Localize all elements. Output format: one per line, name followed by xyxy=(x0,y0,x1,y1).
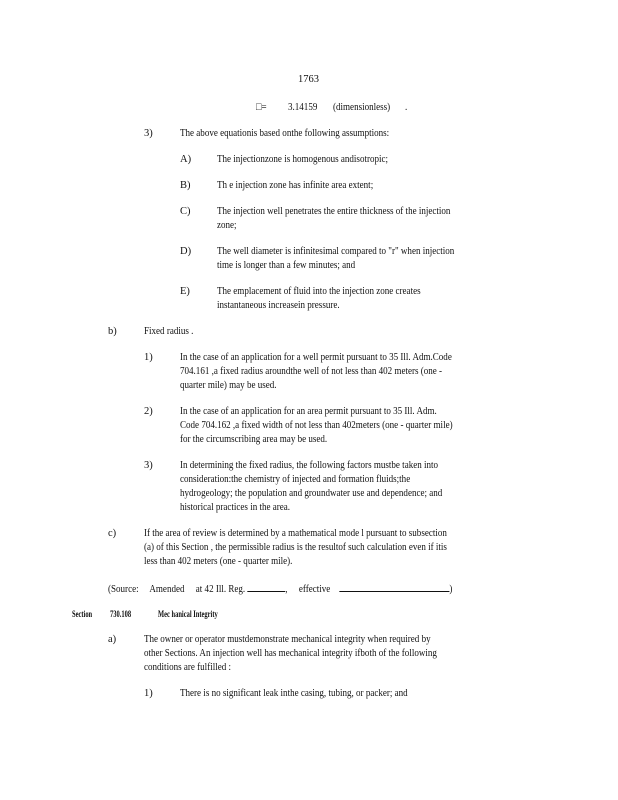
list-marker: 2) xyxy=(144,406,153,417)
section-title: Mec hanical Integrity xyxy=(158,609,218,619)
assumption-text: time is longer than a few minutes; and xyxy=(217,260,356,271)
pi-period: . xyxy=(405,102,408,113)
page-number: 1763 xyxy=(298,74,319,85)
paragraph-line: consideration:the chemistry of injected and formation fluids;the xyxy=(180,474,411,485)
list-marker: 1) xyxy=(144,352,153,363)
assumption-text: The well diameter is infinitesimal compared to "r" when injection xyxy=(217,246,455,257)
paragraph-line: In the case of an application for an area permit pursuant to 35 Ill. Adm. xyxy=(180,406,437,417)
pi-symbol: □= xyxy=(256,102,267,113)
list-marker: a) xyxy=(108,634,117,645)
list-marker: D) xyxy=(180,246,192,257)
source-comma: , xyxy=(285,584,288,595)
list-marker: c) xyxy=(108,528,117,539)
assumption-text: instantaneous increasein pressure. xyxy=(217,300,340,311)
list-marker: 1) xyxy=(144,688,153,699)
source-effective: effective xyxy=(298,584,331,595)
section-number: 730.108 xyxy=(110,609,132,619)
paragraph-line: 704.161 ,a fixed radius aroundthe well of not less than 402 meters (one - xyxy=(180,366,443,377)
paragraph-line: Code 704.162 ,a fixed width of not less than 402meters (one - quarter mile) xyxy=(180,420,453,431)
effective-date-blank xyxy=(339,581,449,592)
assumption-text: The injectionzone is homogenous andisotropic; xyxy=(217,154,389,165)
paragraph-line: conditions are fulfilled : xyxy=(144,662,232,673)
fixed-radius-heading: Fixed radius . xyxy=(144,326,194,337)
list-marker: 3) xyxy=(144,460,153,471)
paragraph-line: There is no significant leak inthe casing, tubing, or packer; and xyxy=(180,688,408,699)
paragraph-line: for the circumscribing area may be used. xyxy=(180,434,328,445)
section-label: Section xyxy=(72,609,93,619)
pi-unit: (dimensionless) xyxy=(333,102,391,113)
source-open: (Source: xyxy=(108,584,139,595)
paragraph-line: If the area of review is determined by a mathematical mode l pursuant to subsection xyxy=(144,528,447,539)
paragraph-line: (a) of this Section , the permissible radius is the resultof such calculation even if itis xyxy=(144,542,447,553)
source-register: at 42 Ill. Reg. xyxy=(195,584,246,595)
list-marker: C) xyxy=(180,206,191,217)
source-amended: Amended xyxy=(149,584,185,595)
list-marker: A) xyxy=(180,154,192,165)
register-page-blank xyxy=(247,581,285,592)
source-close: ) xyxy=(449,584,453,595)
paragraph-line: The owner or operator mustdemonstrate mechanical integrity when required by xyxy=(144,634,431,645)
list-marker: b) xyxy=(108,326,117,337)
list-marker: E) xyxy=(180,286,190,297)
source-note xyxy=(108,581,452,597)
assumption-text: The emplacement of fluid into the injection zone creates xyxy=(217,286,421,297)
paragraph-line: quarter mile) may be used. xyxy=(180,380,277,391)
list-marker: B) xyxy=(180,180,191,191)
paragraph-line: less than 402 meters (one - quarter mile). xyxy=(144,556,293,567)
paragraph-line: In the case of an application for a well permit pursuant to 35 Ill. Adm.Code xyxy=(180,352,452,363)
list-marker: 3) xyxy=(144,128,153,139)
paragraph-line: hydrogeology; the population and groundwater use and dependence; and xyxy=(180,488,443,499)
pi-value: 3.14159 xyxy=(288,102,318,113)
paragraph-line: In determining the fixed radius, the following factors mustbe taken into xyxy=(180,460,439,471)
assumptions-intro: The above equationis based onthe following assumptions: xyxy=(180,128,390,139)
paragraph-line: historical practices in the area. xyxy=(180,502,291,513)
paragraph-line: other Sections. An injection well has mechanical integrity ifboth of the following xyxy=(144,648,437,659)
assumption-text: Th e injection zone has infinite area extent; xyxy=(217,180,374,191)
assumption-text: zone; xyxy=(217,220,237,231)
assumption-text: The injection well penetrates the entire thickness of the injection xyxy=(217,206,451,217)
